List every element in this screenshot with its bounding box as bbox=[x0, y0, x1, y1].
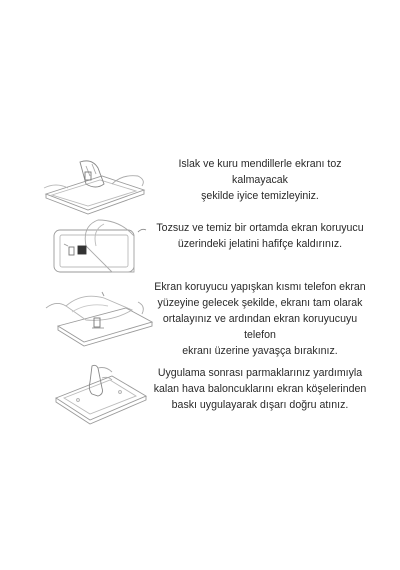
step-1-line-1: Islak ve kuru mendillerle ekranı toz kalmayacak bbox=[178, 158, 342, 186]
step-2-line-2: üzerindeki jelatini hafifçe kaldırınız. bbox=[177, 238, 343, 250]
peel-film-illustration bbox=[42, 216, 154, 282]
step-3-line-3: ortalayınız ve ardından ekran koruyucuyu telefon bbox=[162, 313, 358, 341]
instruction-text-1 bbox=[150, 156, 370, 204]
place-protector-illustration bbox=[42, 282, 154, 348]
step-4-line-1: Uygulama sonrası parmaklarınız yardımıyla bbox=[157, 367, 363, 379]
step-4-line-3: baskı uygulayarak dışarı doğru atınız. bbox=[171, 399, 349, 411]
step-4-line-2: kalan hava baloncuklarını ekran köşelerinden bbox=[153, 383, 367, 395]
press-bubbles-illustration bbox=[42, 364, 154, 430]
step-1-line-2: şekilde iyice temizleyiniz. bbox=[201, 190, 319, 202]
step-3-line-4: ekranı üzerine yavaşça bırakınız. bbox=[182, 345, 338, 357]
wipe-screen-illustration bbox=[42, 154, 154, 220]
instruction-text-4 bbox=[150, 365, 370, 413]
instruction-text-3 bbox=[150, 279, 370, 359]
step-3-line-1: Ekran koruyucu yapışkan kısmı telefon ekran bbox=[154, 281, 366, 293]
step-2-line-1: Tozsuz ve temiz bir ortamda ekran koruyucu bbox=[156, 222, 364, 234]
instruction-text-2 bbox=[150, 220, 370, 252]
step-3-line-2: yüzeyine gelecek şekilde, ekranı tam olarak bbox=[157, 297, 363, 309]
